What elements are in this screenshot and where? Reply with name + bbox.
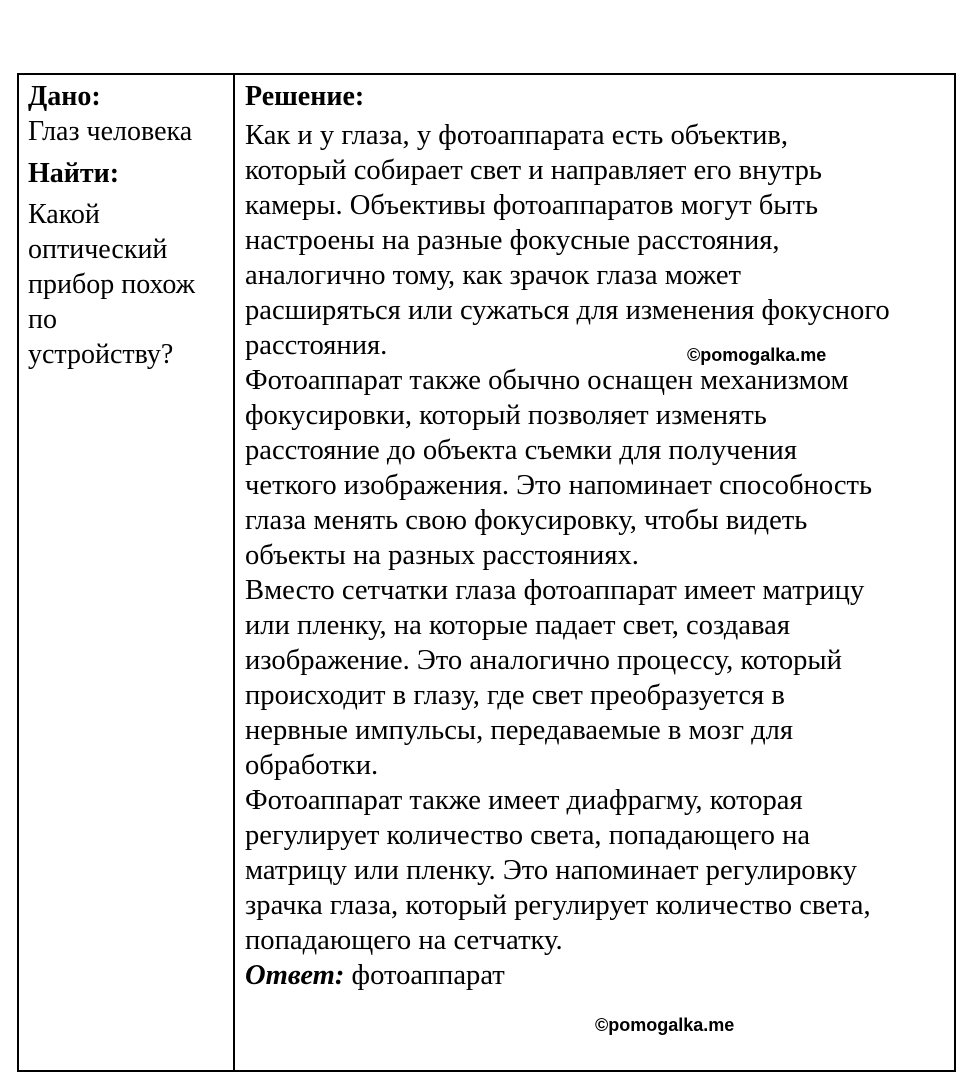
solution-paragraph: [245, 118, 954, 363]
answer-label: Ответ:: [245, 960, 345, 991]
find-line: Какой: [28, 199, 100, 230]
find-line: по: [28, 304, 57, 335]
find-line: оптический: [28, 234, 168, 265]
solution-line: расширяться или сужаться для изменения фокусного: [245, 295, 890, 326]
solution-line: глаза менять свою фокусировку, чтобы видеть: [245, 505, 808, 536]
solution-line: нервные импульсы, передаваемые в мозг для: [245, 715, 794, 746]
watermark: ©pomogalka.me: [687, 345, 827, 365]
solution-paragraph: [245, 363, 954, 573]
solution-line: объекты на разных расстояниях.: [245, 540, 639, 571]
solution-line: зрачка глаза, который регулирует количество света,: [245, 890, 871, 921]
solution-line: или пленку, на которые падает свет, создавая: [245, 610, 790, 641]
solution-column: [235, 75, 954, 1070]
solution-line: матрицу или пленку. Это напоминает регулировку: [245, 855, 857, 886]
solution-paragraph: [245, 573, 954, 783]
solution-line: расстояние до объекта съемки для получения: [245, 435, 797, 466]
solution-line: аналогично тому, как зрачок глаза может: [245, 260, 742, 291]
task-table: [17, 73, 956, 1072]
solution-line: Фотоаппарат также обычно оснащен механизмом: [245, 365, 849, 396]
solution-line: расстояния.: [245, 330, 388, 361]
answer-line: [245, 958, 954, 993]
solution-line: который собирает свет и направляет его внутрь: [245, 155, 822, 186]
find-line: прибор похож: [28, 269, 196, 300]
solution-line: фокусировки, который позволяет изменять: [245, 400, 767, 431]
answer-value: фотоаппарат: [344, 960, 505, 991]
solution-line: Вместо сетчатки глаза фотоаппарат имеет матрицу: [245, 575, 865, 606]
watermark: ©pomogalka.me: [595, 1015, 735, 1035]
solution-line: изображение. Это аналогично процессу, который: [245, 645, 842, 676]
solution-line: происходит в глазу, где свет преобразуется в: [245, 680, 785, 711]
solution-line: Как и у глаза, у фотоаппарата есть объектив,: [245, 120, 789, 151]
solution-line: Фотоаппарат также имеет диафрагму, которая: [245, 785, 803, 816]
given-column: [19, 75, 235, 1070]
solution-line: попадающего на сетчатку.: [245, 925, 563, 956]
solution-line: четкого изображения. Это напоминает способность: [245, 470, 873, 501]
find-heading: Найти:: [28, 158, 120, 189]
solution-line: настроены на разные фокусные расстояния,: [245, 225, 780, 256]
solution-line: обработки.: [245, 750, 379, 781]
given-heading: Дано:: [28, 81, 101, 112]
find-line: устройству?: [28, 339, 174, 370]
solution-paragraph: [245, 783, 954, 958]
solution-line: регулирует количество света, попадающего на: [245, 820, 811, 851]
solution-line: камеры. Объективы фотоаппаратов могут быть: [245, 190, 819, 221]
given-value: Глаз человека: [28, 116, 193, 147]
solution-heading: Решение:: [245, 81, 365, 112]
